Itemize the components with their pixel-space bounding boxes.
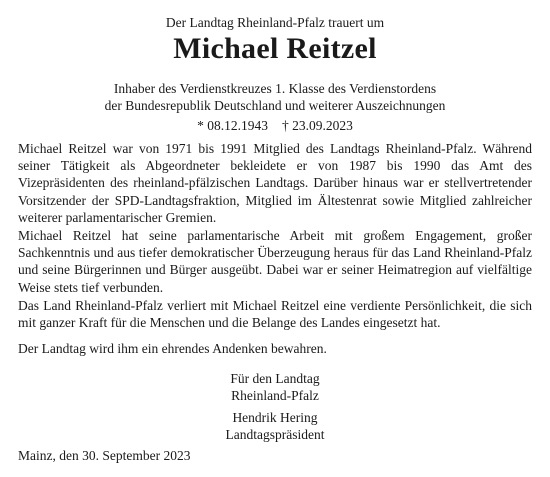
signature-person: [0, 409, 550, 443]
paragraph-loss: Das Land Rheinland-Pfalz verliert mit Michael Reitzel eine verdiente Persönlichkeit, die sich mit ganzer Kraft für die Menschen und die Belange des Landes eingesetzt hat.: [18, 298, 532, 331]
honors-line-2: der Bundesrepublik Deutschland und weiterer Auszeichnungen: [104, 98, 446, 113]
paragraph-remembrance: Der Landtag wird ihm ein ehrendes Andenken bewahren.: [18, 341, 327, 356]
signature-org-line-2: Rheinland-Pfalz: [231, 388, 319, 403]
deceased-name: Michael Reitzel: [173, 32, 377, 65]
signature-organization: [0, 370, 550, 404]
signature-person-name: Hendrik Hering: [232, 410, 318, 425]
paragraph-engagement: Michael Reitzel hat seine parlamentarische Arbeit mit großem Engagement, großer Sachkenntnis und aus tiefer demokratischer Überzeugung heraus für das Land Rheinland-Pfalz und seine Bürgerinnen und Bürger ausgeübt. Dabei war er seiner Heimatregion auf vielfältige Weise stets tief verbunden.: [18, 228, 532, 295]
birth-date: * 08.12.1943: [197, 118, 268, 133]
intro-line: Der Landtag Rheinland-Pfalz trauert um: [165, 15, 385, 30]
life-dates: [0, 118, 550, 134]
signature-person-title: Landtagspräsident: [225, 427, 325, 442]
place-and-date: Mainz, den 30. September 2023: [18, 448, 191, 463]
honors-block: [0, 80, 550, 114]
honors-line-1: Inhaber des Verdienstkreuzes 1. Klasse des Verdienstordens: [113, 81, 437, 96]
paragraph-career: Michael Reitzel war von 1971 bis 1991 Mitglied des Landtags Rheinland-Pfalz. Während seiner Tätigkeit als Abgeordneter bekleidete er von 1987 bis 1990 das Amt des Vizepräsidenten des rheinland-pfälzischen Landtags. Darüber hinaus war er stellvertretender Vorsitzender der SPD-Landtagsfraktion, Mitglied im Ältestenrat sowie Mitglied zahlreicher weiterer parlamentarischer Gremien.: [18, 141, 532, 225]
death-date: † 23.09.2023: [282, 118, 353, 133]
signature-org-line-1: Für den Landtag: [230, 371, 320, 386]
